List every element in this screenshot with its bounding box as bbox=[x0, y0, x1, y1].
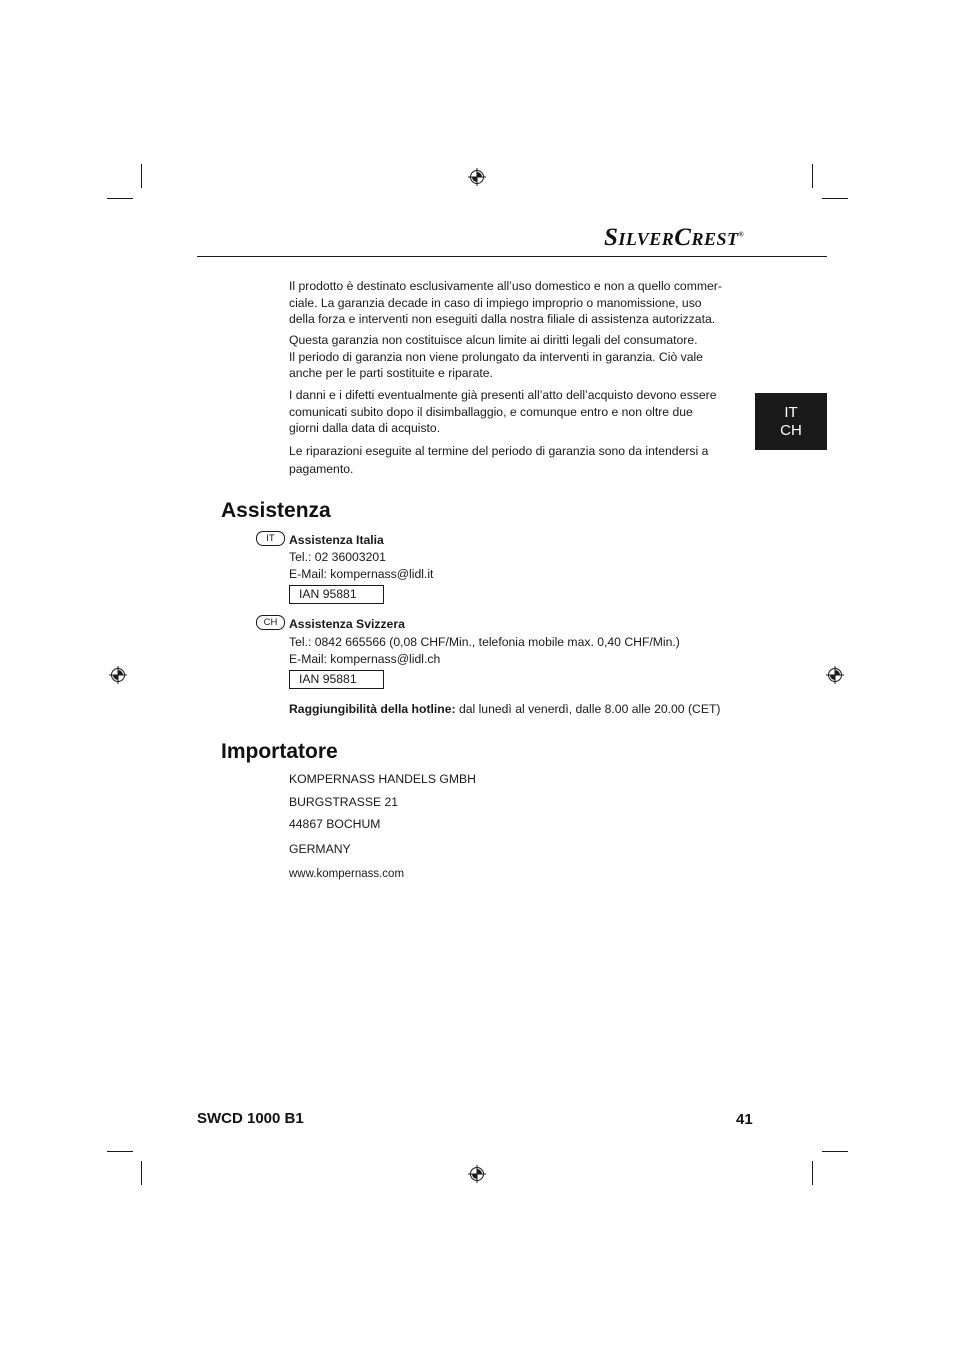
importer-website: www.kompernass.com bbox=[289, 868, 405, 880]
crop-mark bbox=[141, 164, 142, 188]
service-phone-italia: Tel.: 02 36003201 bbox=[289, 550, 386, 564]
crop-mark bbox=[812, 1161, 813, 1185]
hotline-hours: dal lunedì al venerdì, dalle 8.00 alle 20.00 (CET) bbox=[455, 702, 721, 716]
crop-mark bbox=[107, 198, 133, 199]
warranty-paragraph: I danni e i difetti eventualmente già presenti all’atto dell’acquisto devono essere comunicati subito dopo il disimballaggio, e comunque entro e non oltre due giorni dalla data di acquisto. bbox=[289, 388, 717, 435]
crop-mark bbox=[107, 1151, 133, 1152]
brand-logo: SILVERCREST® bbox=[604, 224, 745, 251]
language-tab bbox=[755, 393, 827, 450]
warranty-paragraph: Questa garanzia non costituisce alcun limite ai diritti legali del consumatore. Il periodo di garanzia non viene prolungato da interventi in garanzia. Ciò vale anche per le parti sostituite e riparate. bbox=[289, 333, 703, 380]
footer-page-number: 41 bbox=[736, 1111, 753, 1128]
hotline-label: Raggiungibilità della hotline: bbox=[289, 702, 456, 716]
section-heading-importatore: Importatore bbox=[221, 740, 338, 763]
header-divider bbox=[197, 256, 827, 257]
section-heading-assistenza: Assistenza bbox=[221, 499, 331, 522]
importer-city: 44867 BOCHUM bbox=[289, 817, 381, 831]
country-badge-it: IT bbox=[256, 531, 285, 546]
service-email-svizzera: E-Mail: kompernass@lidl.ch bbox=[289, 652, 441, 666]
crop-mark bbox=[812, 164, 813, 188]
crop-mark bbox=[822, 198, 848, 199]
registration-mark-icon bbox=[468, 1165, 486, 1183]
service-title-svizzera: Assistenza Svizzera bbox=[289, 617, 405, 631]
importer-street: BURGSTRASSE 21 bbox=[289, 795, 399, 809]
crop-mark bbox=[822, 1151, 848, 1152]
service-phone-svizzera: Tel.: 0842 665566 (0,08 CHF/Min., telefonia mobile max. 0,40 CHF/Min.) bbox=[289, 635, 680, 649]
crop-mark bbox=[141, 1161, 142, 1185]
registration-mark-icon bbox=[109, 666, 127, 684]
warranty-paragraph: Il prodotto è destinato esclusivamente all’uso domestico e non a quello commer- ciale. La garanzia decade in caso di impiego improprio o manomissione, uso della forza e interventi non eseguiti dalla nostra filiale di assistenza autorizzata. bbox=[289, 279, 722, 326]
registration-mark-icon bbox=[468, 168, 486, 186]
language-code-ch: CH bbox=[780, 421, 802, 439]
importer-country: GERMANY bbox=[289, 842, 351, 856]
ian-box-italia: IAN 95881 bbox=[289, 585, 384, 604]
registration-mark-icon bbox=[826, 666, 844, 684]
hotline-availability bbox=[289, 701, 720, 717]
warranty-paragraph: Le riparazioni eseguite al termine del periodo di garanzia sono da intendersi a pagamento. bbox=[289, 444, 709, 476]
importer-company: KOMPERNASS HANDELS GMBH bbox=[289, 772, 476, 786]
country-badge-ch: CH bbox=[256, 615, 285, 630]
footer-model-number: SWCD 1000 B1 bbox=[197, 1110, 304, 1127]
language-code-it: IT bbox=[784, 403, 798, 421]
ian-box-svizzera: IAN 95881 bbox=[289, 670, 384, 689]
service-title-italia: Assistenza Italia bbox=[289, 533, 384, 547]
service-email-italia: E-Mail: kompernass@lidl.it bbox=[289, 567, 434, 581]
